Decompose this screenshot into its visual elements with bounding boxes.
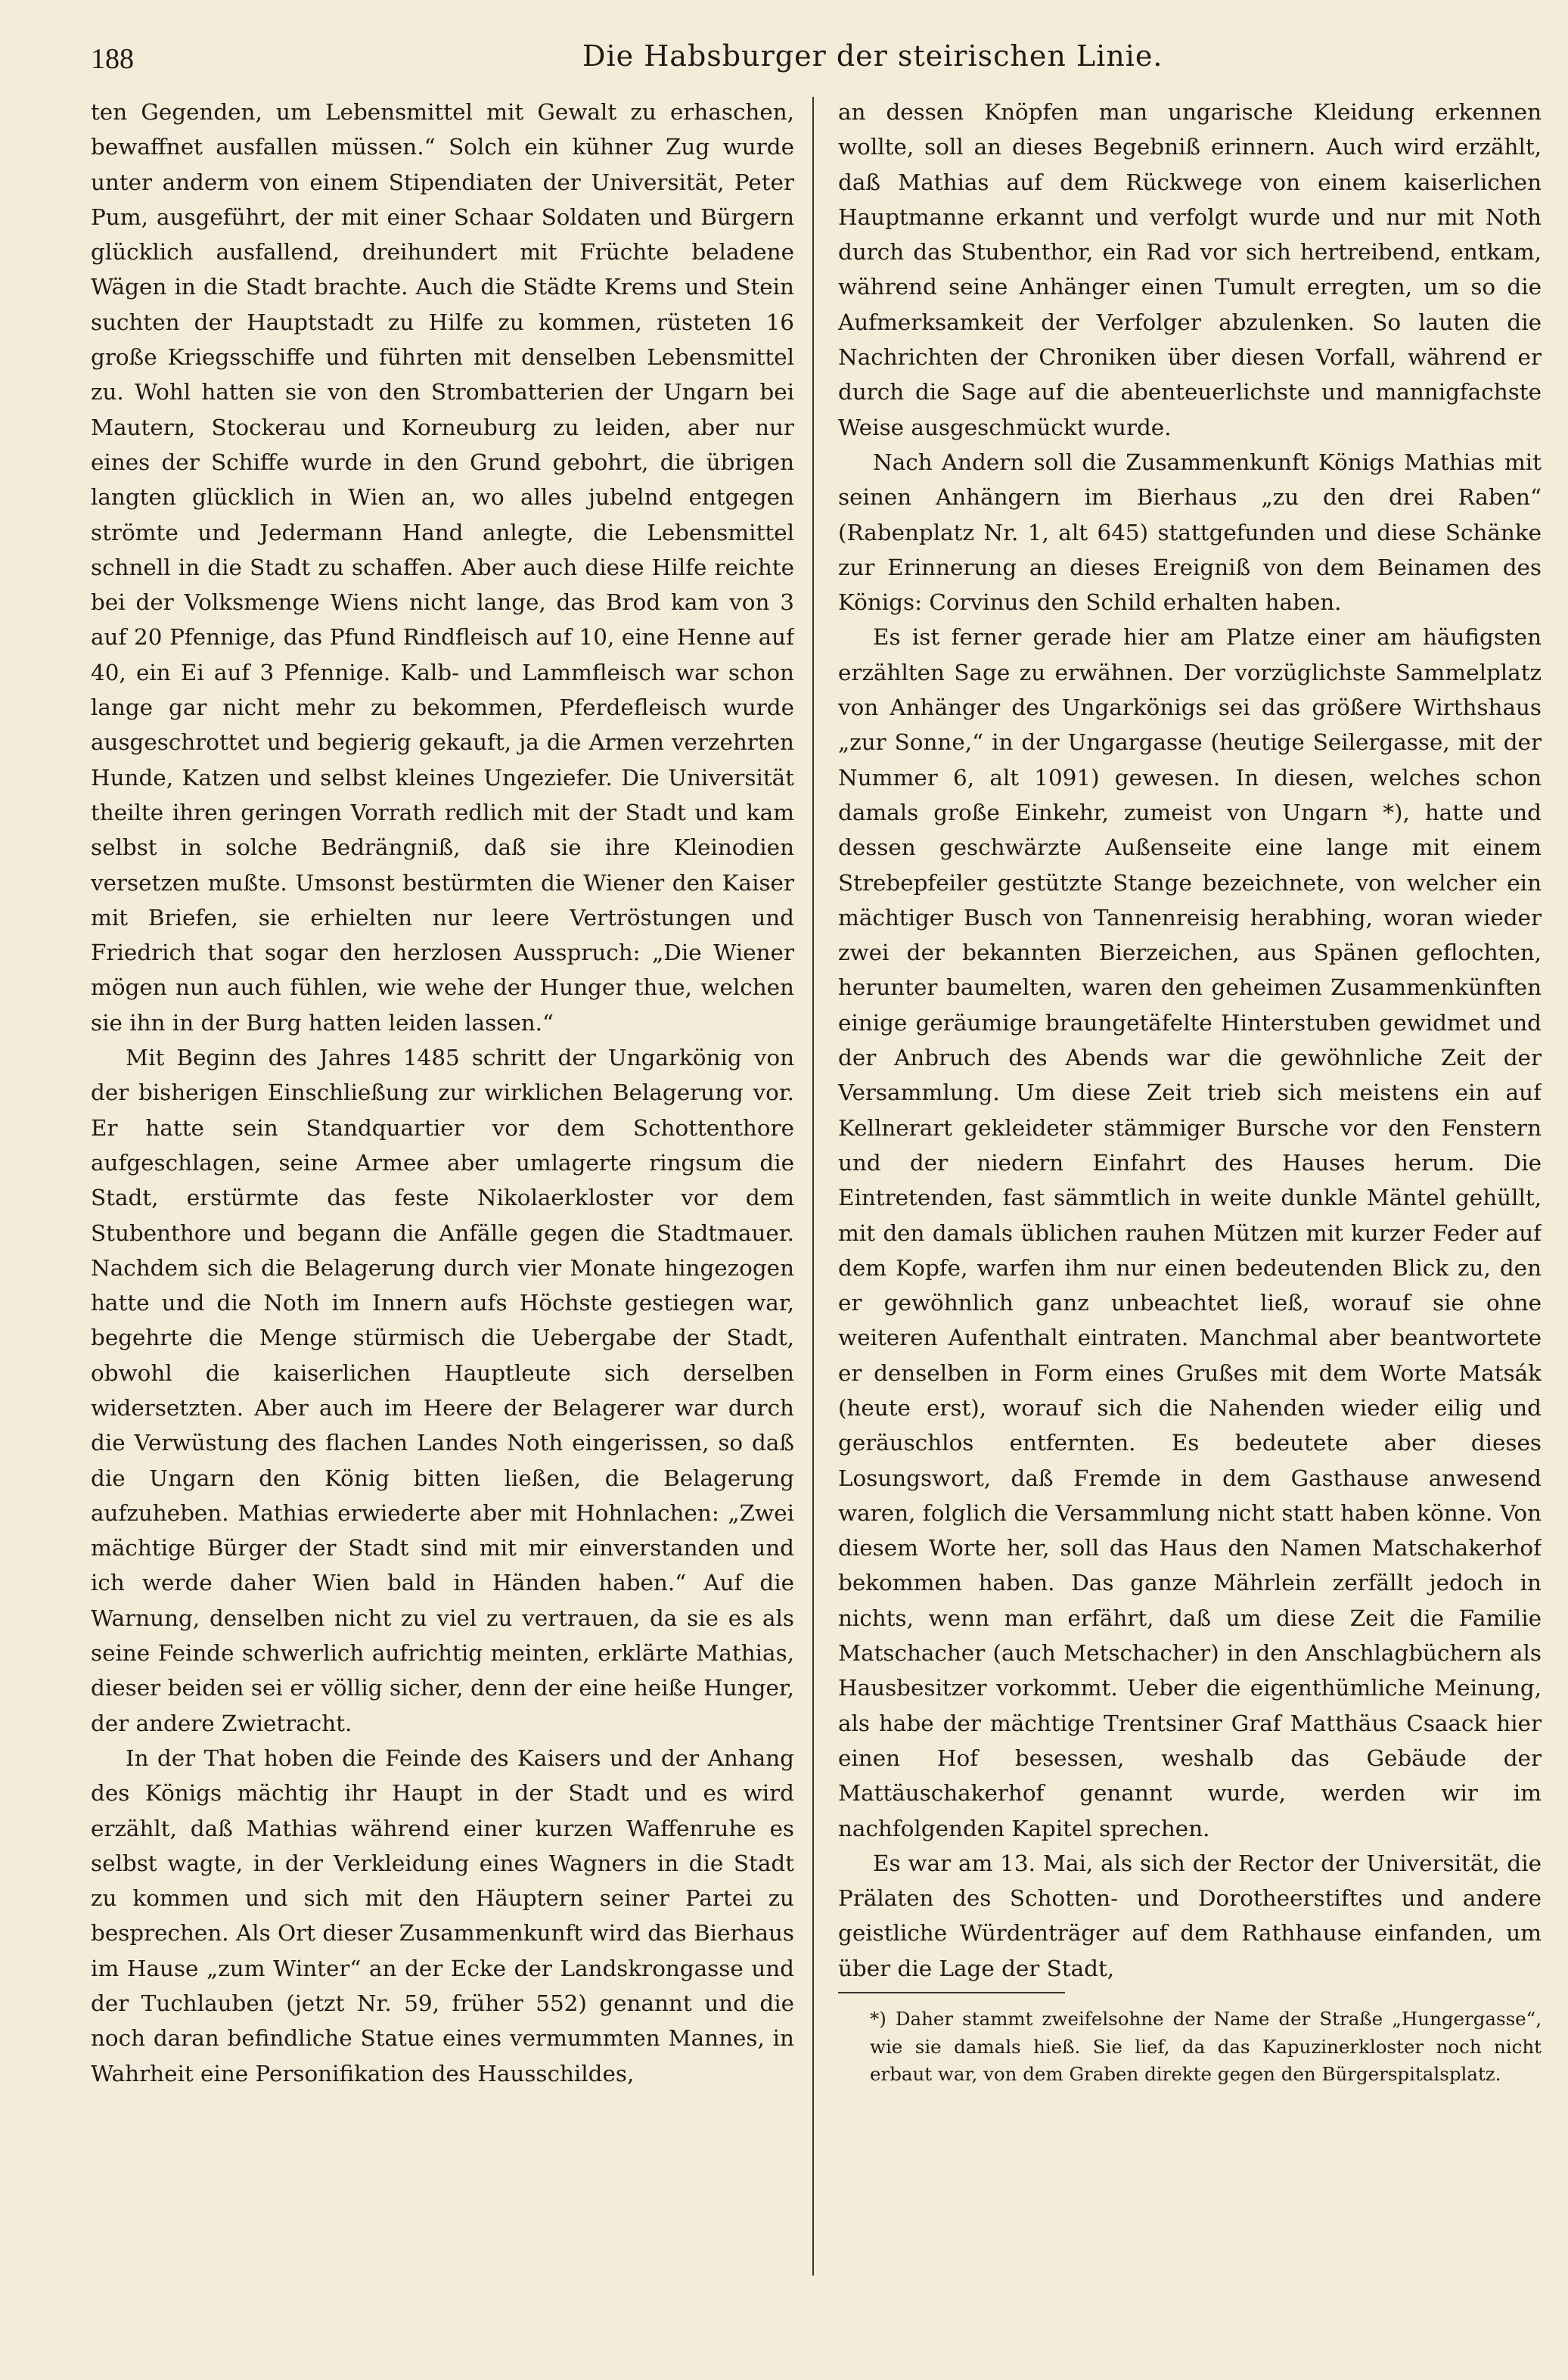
paragraph: In der That hoben die Feinde des Kaisers und der Anhang des Königs mächtig ihr Haupt in der Stadt und es wird erzählt, daß Mathias während einer kurzen Waffenruhe es selbst wagte, in der Verkleidung eines Wagners in die Stadt zu kommen und sich mit den Häuptern seiner Partei zu besprechen. Als Ort dieser Zusammenkunft wird das Bierhaus im Hause „zum Winter“ an der Ecke der Landskrongasse und der Tuchlauben (jetzt Nr. 59, früher 552) genannt und die noch daran befindliche Statue eines vermummten Mannes, in Wahrheit eine Personifikation des Hausschildes, <box>91 1745 794 2086</box>
paragraph: an dessen Knöpfen man ungarische Kleidung erkennen wollte, soll an dieses Begebniß erinnern. Auch wird erzählt, daß Mathias auf dem Rückwege von einem kaiserlichen Hauptmanne erkannt und verfolgt wurde und nur mit Noth durch das Stubenthor, ein Rad vor sich hertreibend, entkam, während seine Anhänger einen Tumult erregten, um so die Aufmerksamkeit der Verfolger abzulenken. So lauten die Nachrichten der Chroniken über diesen Vorfall, während er durch die Sage auf die abenteuerlichste und mannigfachste Weise ausgeschmückt wurde. <box>838 99 1542 440</box>
footnote-rule <box>838 1992 1065 1993</box>
running-title: Die Habsburger der steirischen Linie. <box>582 39 1163 73</box>
paragraph: ten Gegenden, um Lebensmittel mit Gewalt zu erhaschen, bewaffnet ausfallen müssen.“ Solch ein kühner Zug wurde unter anderm von einem Stipendiaten der Universität, Peter Pum, ausgeführt, der mit einer Schaar Soldaten und Bürgern glücklich ausfallend, dreihundert mit Früchte beladene Wägen in die Stadt brachte. Auch die Städte Krems und Stein suchten der Hauptstadt zu Hilfe zu kommen, rüsteten 16 große Kriegsschiffe und führten mit denselben Lebensmittel zu. Wohl hatten sie von den Strombatterien der Ungarn bei Mautern, Stockerau und Korneuburg zu leiden, aber nur eines der Schiffe wurde in den Grund gebohrt, die übrigen langten glücklich in Wien an, wo alles jubelnd entgegen strömte und Jedermann Hand anlegte, die Lebensmittel schnell in die Stadt zu schaffen. Aber auch diese Hilfe reichte bei der Volksmenge Wiens nicht lange, das Brod kam von 3 auf 20 Pfennige, das Pfund Rindfleisch auf 10, eine Henne auf 40, ein Ei auf 3 Pfennige. Kalb- und Lammfleisch war schon lange gar nicht mehr zu bekommen, Pferdefleisch wurde ausgeschrottet und begierig gekauft, ja die Armen verzehrten Hunde, Katzen und selbst kleines Ungeziefer. Die Universität theilte ihren geringen Vorrath redlich mit der Stadt und kam selbst in solche Bedrängniß, daß sie ihre Kleinodien versetzen mußte. Umsonst bestürmten die Wiener den Kaiser mit Briefen, sie erhielten nur leere Vertröstungen und Friedrich that sogar den herzlosen Ausspruch: „Die Wiener mögen nun auch fühlen, wie wehe der Hunger thue, welchen sie ihn in der Burg hatten leiden lassen.“ <box>91 99 794 1036</box>
right-column <box>838 95 1542 2334</box>
paragraph: Mit Beginn des Jahres 1485 schritt der Ungarkönig von der bisherigen Einschließung zur wirklichen Belagerung vor. Er hatte sein Standquartier vor dem Schottenthore aufgeschlagen, seine Armee aber umlagerte ringsum die Stadt, erstürmte das feste Nikolaerkloster vor dem Stubenthore und begann die Anfälle gegen die Stadtmauer. Nachdem sich die Belagerung durch vier Monate hingezogen hatte und die Noth im Innern aufs Höchste gestiegen war, begehrte die Menge stürmisch die Uebergabe der Stadt, obwohl die kaiserlichen Hauptleute sich derselben widersetzten. Aber auch im Heere der Belagerer war durch die Verwüstung des flachen Landes Noth eingerissen, so daß die Ungarn den König bitten ließen, die Belagerung aufzuheben. Mathias erwiederte aber mit Hohnlachen: „Zwei mächtige Bürger der Stadt sind mit mir einverstanden und ich werde daher Wien bald in Händen haben.“ Auf die Warnung, denselben nicht zu viel zu vertrauen, da sie es als seine Feinde schwerlich aufrichtig meinten, erklärte Mathias, dieser beiden sei er völlig sicher, denn der eine heiße Hunger, der andere Zwietracht. <box>91 1045 794 1736</box>
page-number: 188 <box>91 43 134 75</box>
page-header <box>91 39 1507 85</box>
paragraph: Es ist ferner gerade hier am Platze einer am häufigsten erzählten Sage zu erwähnen. Der vorzüglichste Sammelplatz von Anhänger des Ungarkönigs sei das größere Wirthshaus „zur Sonne,“ in der Ungargasse (heutige Seilergasse, mit der Nummer 6, alt 1091) gewesen. In diesen, welches schon damals große Einkehr, zumeist von Ungarn *), hatte und dessen geschwärzte Außenseite eine lange mit einem Strebepfeiler gestützte Stange bezeichnete, von welcher ein mächtiger Busch von Tannenreisig herabhing, woran wieder zwei der bekannten Bierzeichen, aus Spänen geflochten, herunter baumelten, waren den geheimen Zusammenkünften einige geräumige braungetäfelte Hinterstuben gewidmet und der Anbruch des Abends war die gewöhnliche Zeit der Versammlung. Um diese Zeit trieb sich meistens ein auf Kellnerart gekleideter stämmiger Bursche vor den Fenstern und der niedern Einfahrt des Hauses herum. Die Eintretenden, fast sämmtlich in weite dunkle Mäntel gehüllt, mit den damals üblichen rauhen Mützen mit kurzer Feder auf dem Kopfe, warfen ihm nur einen bedeutenden Blick zu, den er gewöhnlich ganz unbeachtet ließ, worauf sie ohne weiteren Aufenthalt eintraten. Manchmal aber beantwortete er denselben in Form eines Grußes mit dem Worte Matsák (heute erst), worauf sich die Nahenden wieder eilig und geräuschlos entfernten. Es bedeutete aber dieses Losungswort, daß Fremde in dem Gasthause anwesend waren, folglich die Versammlung nicht statt haben könne. Von diesem Worte her, soll das Haus den Namen Matschakerhof bekommen haben. Das ganze Mährlein zerfällt jedoch in nichts, wenn man erfährt, daß um diese Zeit die Familie Matschacher (auch Metschacher) in den Anschlagbüchern als Hausbesitzer vorkommt. Ueber die eigenthümliche Meinung, als habe der mächtige Trentsiner Graf Matthäus Csaack hier einen Hof besessen, weshalb das Gebäude der Mattäuschakerhof genannt wurde, werden wir im nachfolgenden Kapitel sprechen. <box>838 624 1542 1841</box>
paragraph: Es war am 13. Mai, als sich der Rector der Universität, die Prälaten des Schotten- und Dorotheerstiftes und andere geistliche Würdenträger auf dem Rathhause einfanden, um über die Lage der Stadt, <box>838 1850 1542 1981</box>
left-column <box>91 95 794 2334</box>
column-divider <box>812 97 814 2276</box>
paragraph: Nach Andern soll die Zusammenkunft Königs Mathias mit seinen Anhängern im Bierhaus „zu den drei Raben“ (Rabenplatz Nr. 1, alt 645) stattgefunden und diese Schänke zur Erinnerung an dieses Ereigniß von dem Beinamen des Königs: Corvinus den Schild erhalten haben. <box>838 449 1542 616</box>
footnote: *) Daher stammt zweifelsohne der Name der Straße „Hungergasse“, wie sie damals hieß. Sie lief, da das Kapuzinerkloster noch nicht erbaut war, von dem Graben direkte gegen den Bürgerspitalsplatz. <box>870 2008 1542 2086</box>
